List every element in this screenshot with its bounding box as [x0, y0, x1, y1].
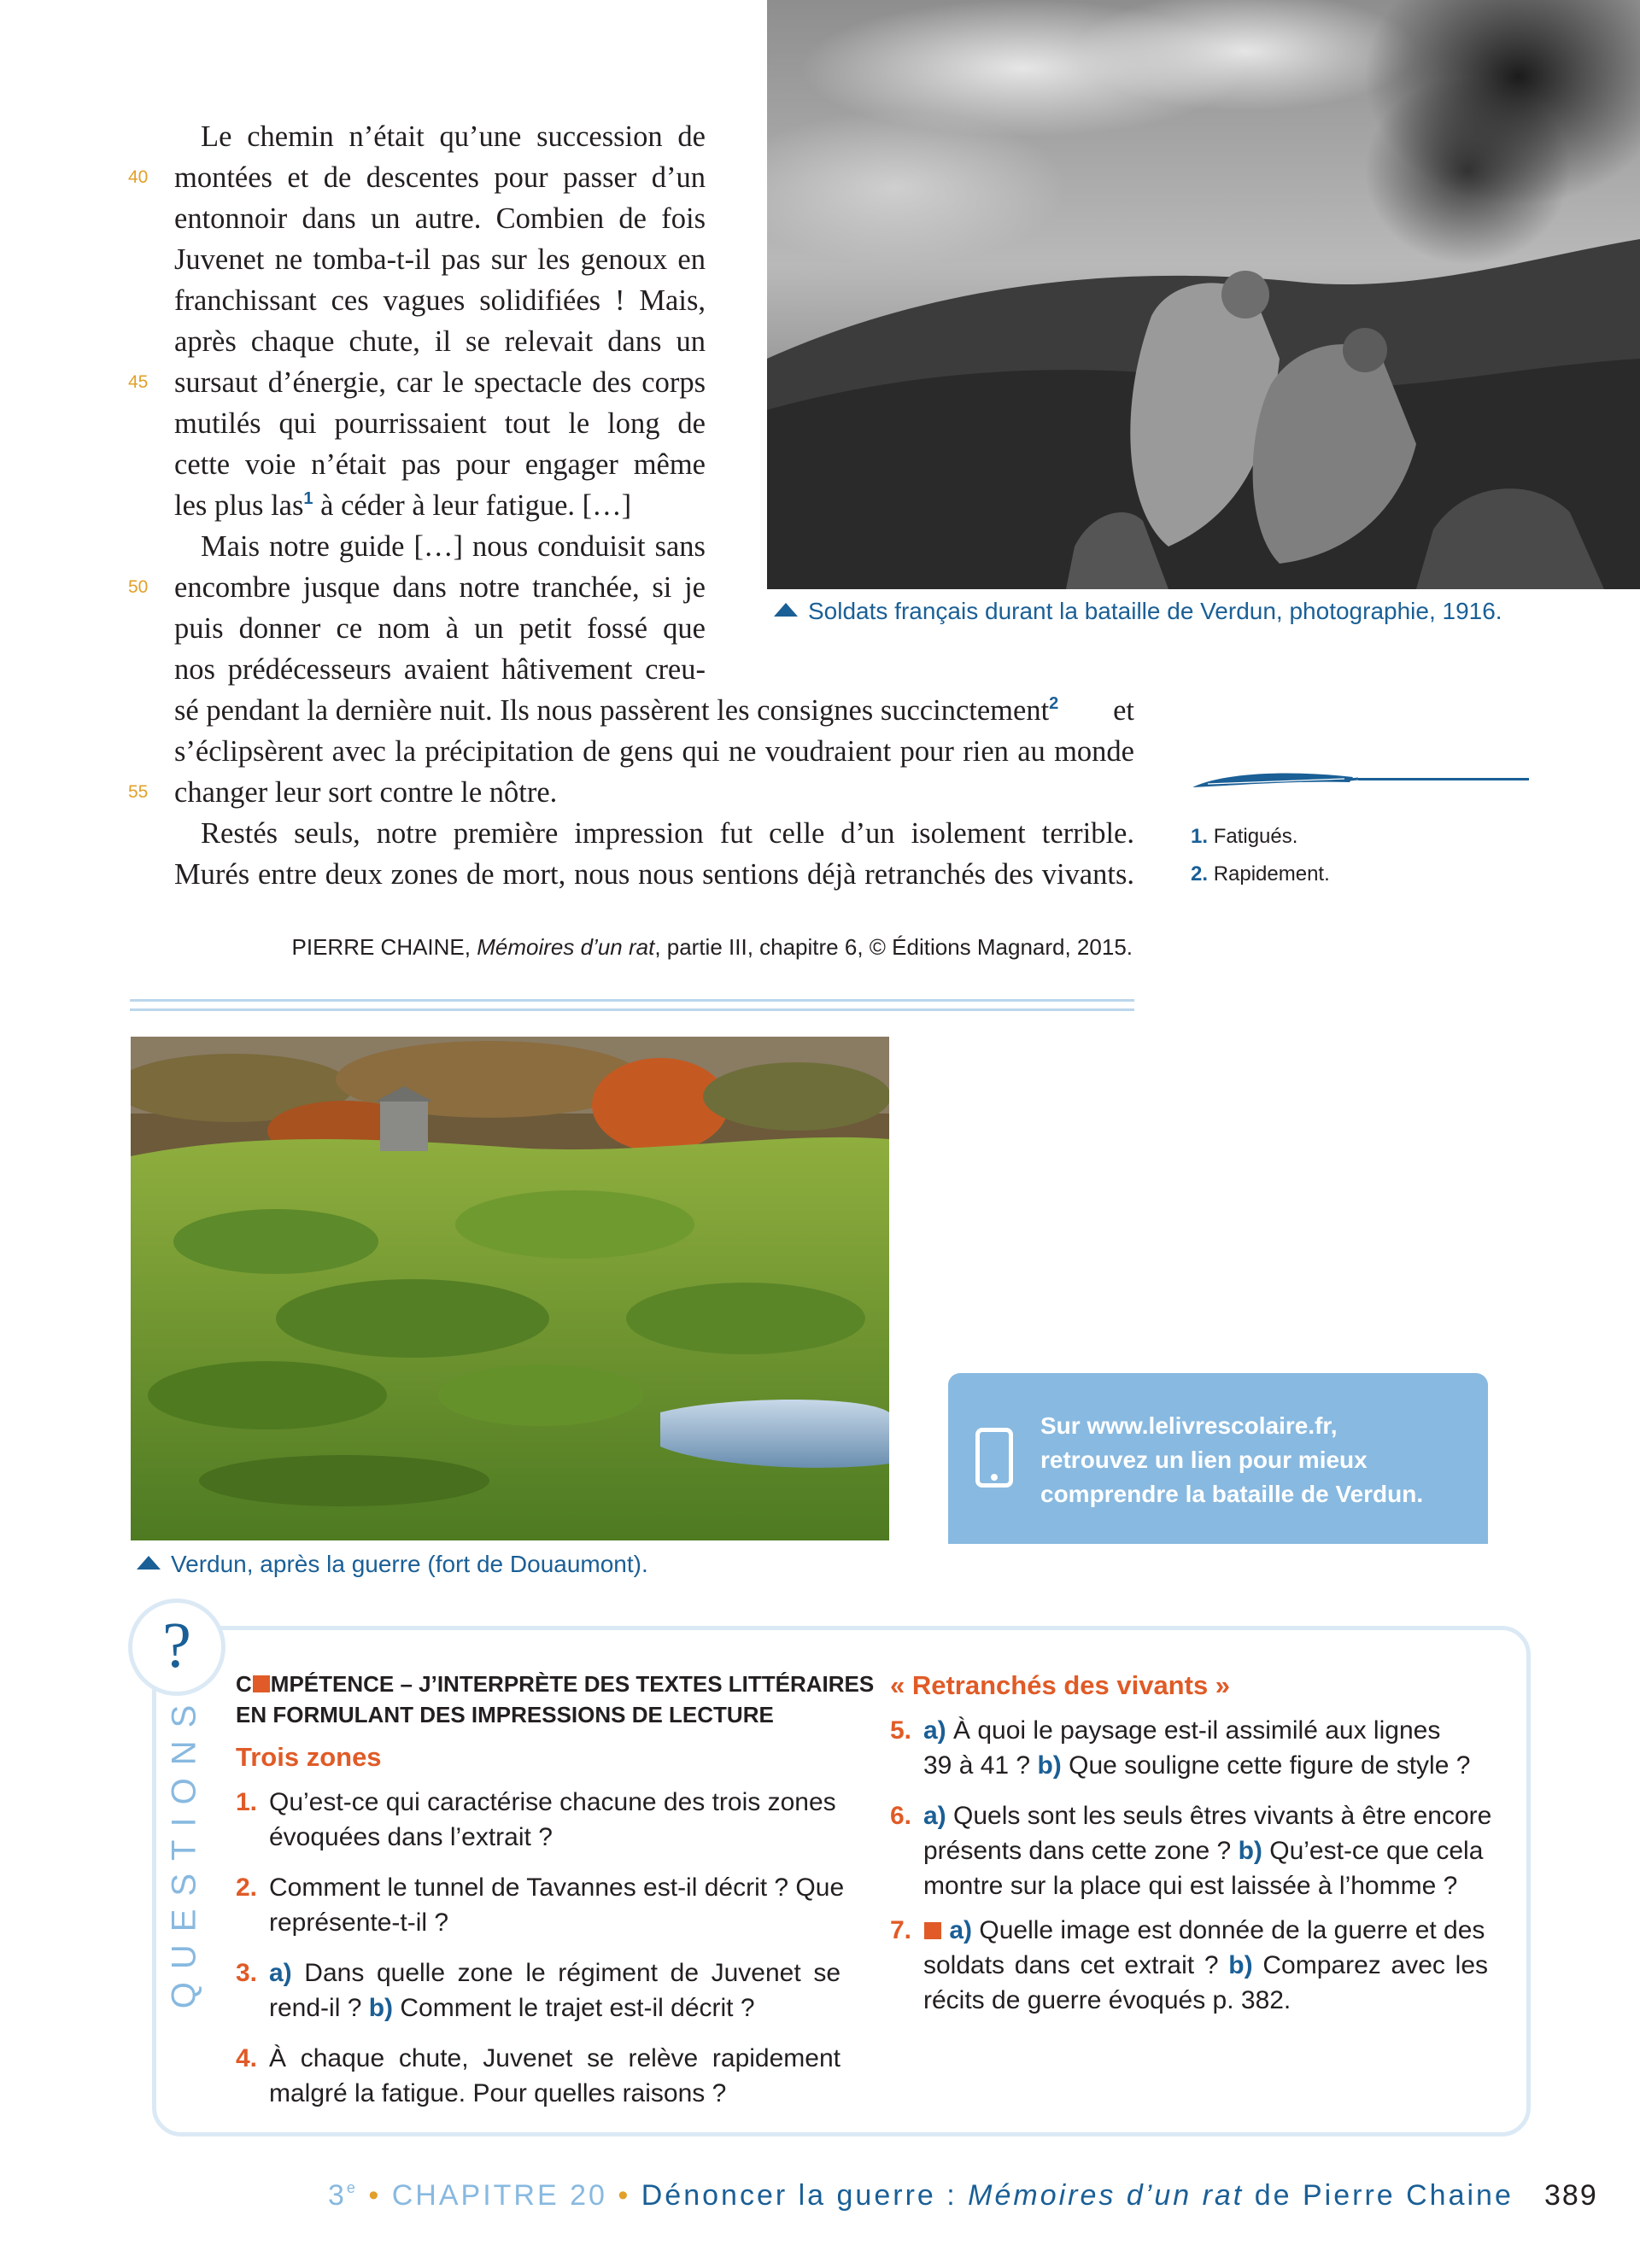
- question-4: 4. À chaque chute, Juvenet se relève rapidement malgré la fatigue. Pour quelles raisons ?: [236, 2044, 840, 2107]
- text-fragment: les plus las: [174, 489, 304, 522]
- orange-square-icon: [253, 1675, 270, 1692]
- web-line: Sur www.lelivrescolaire.fr,: [1040, 1412, 1338, 1439]
- web-line: comprendre la bataille de Verdun.: [1040, 1481, 1424, 1507]
- text-fragment: et: [1113, 694, 1134, 727]
- web-resource-text: [1040, 1409, 1423, 1511]
- tablet-icon: [975, 1428, 1013, 1488]
- caption-text: Verdun, après la guerre (fort de Douaumont).: [171, 1551, 648, 1577]
- footnote-2: 2. Rapidement.: [1191, 862, 1330, 886]
- section-divider: [130, 999, 1134, 1011]
- text-line: franchissant ces vagues solidifiées ! Mais,: [174, 284, 706, 317]
- caption-text: Soldats français durant la bataille de Verdun, photographie, 1916.: [808, 598, 1502, 624]
- note-ref-1[interactable]: 1: [303, 489, 313, 508]
- line-number: 40: [128, 167, 149, 187]
- text-fragment: sé pendant la dernière nuit. Ils nous passèrent les consignes succinctement$^2$: [174, 694, 1059, 727]
- text-line: cette voie n’était pas pour engager même: [174, 448, 706, 481]
- source-citation: PIERRE CHAINE, Mémoires d’un rat, partie III, chapitre 6, © Éditions Magnard, 2015.: [291, 934, 1133, 960]
- text-line: mutilés qui pourrissaient tout le long de: [174, 407, 706, 440]
- section-heading-trois-zones: Trois zones: [236, 1742, 382, 1772]
- page-number: 389: [1544, 2179, 1598, 2212]
- quill-icon: [1191, 769, 1532, 794]
- text-line: entonnoir dans un autre. Combien de fois: [174, 202, 706, 235]
- text-line: montées et de descentes pour passer d’un: [174, 161, 706, 194]
- questions-vertical-label: QUESTIONS: [165, 1692, 203, 2009]
- text-line: Restés seuls, notre première impression fut celle d’un isolement terrible.: [201, 817, 1134, 850]
- question-7: 7. a) Quelle image est donnée de la guerre et des soldats dans cet extrait ? b) Comparez avec les récits de guerre évoqués p. 382.: [890, 1916, 1488, 2014]
- line-number: 45: [128, 372, 149, 392]
- question-2: 2. Comment le tunnel de Tavannes est-il décrit ? Que représente-t-il ?: [236, 1873, 845, 1937]
- question-mark-icon: ?: [128, 1599, 226, 1696]
- text-fragment: à céder à leur fatigue. […]: [313, 489, 632, 522]
- photo-douaumont-landscape: [131, 1037, 889, 1540]
- text-line: sursaut d’énergie, car le spectacle des corps: [174, 366, 706, 399]
- web-resource-box[interactable]: [948, 1373, 1488, 1544]
- line-number: 50: [128, 577, 149, 597]
- photo-soldiers-caption: [774, 598, 1502, 625]
- caption-triangle-icon: [137, 1556, 161, 1569]
- line-number: 55: [128, 782, 149, 802]
- text-line: après chaque chute, il se relevait dans un: [174, 325, 706, 358]
- photo-soldiers-verdun: [767, 0, 1640, 589]
- note-ref-2[interactable]: 2: [1049, 694, 1059, 713]
- text-line: Mais notre guide […] nous conduisit sans: [201, 530, 706, 563]
- question-1: 1. Qu’est-ce qui caractérise chacune des trois zones évoquées dans l’extrait ?: [236, 1788, 836, 1851]
- text-line: Juvenet ne tomba-t-il pas sur les genoux en: [174, 243, 706, 276]
- footnote-1: 1. Fatigués.: [1191, 825, 1298, 848]
- text-line: Le chemin n’était qu’une succession de: [201, 120, 706, 153]
- text-line: Murés entre deux zones de mort, nous nous sentions déjà retranchés des vivants.: [174, 858, 1134, 891]
- text-line: nos prédécesseurs avaient hâtivement creu-: [174, 653, 706, 686]
- text-line: [174, 690, 1134, 731]
- section-heading-retranches: « Retranchés des vivants »: [890, 1670, 1231, 1700]
- question-5: 5. a) À quoi le paysage est-il assimilé aux lignes 39 à 41 ? b) Que souligne cette figure de style ?: [890, 1716, 1471, 1780]
- question-6: 6. a) Quels sont les seuls êtres vivants à être encore présents dans cette zone ? b) Qu’est-ce que cela montre sur la place qui est laissée à l’homme ?: [890, 1802, 1492, 1900]
- text-line: s’éclipsèrent avec la précipitation de gens qui ne voudraient pour rien au monde: [174, 735, 1134, 768]
- competence-heading: C MPÉTENCE – J’INTERPRÈTE DES TEXTES LITTÉRAIRES EN FORMULANT DES IMPRESSIONS DE LECTURE: [236, 1671, 875, 1727]
- text-line: puis donner ce nom à un petit fossé que: [174, 612, 706, 645]
- page-footer: 3e • CHAPITRE 20 • Dénoncer la guerre : Mémoires d’un rat de Pierre Chaine: [328, 2179, 1514, 2212]
- text-line: [174, 485, 631, 526]
- text-line: encombre jusque dans notre tranchée, si je: [174, 571, 706, 604]
- caption-triangle-icon: [774, 603, 798, 617]
- orange-square-icon: [924, 1922, 941, 1939]
- question-3: 3. a) Dans quelle zone le régiment de Juvenet se rend-il ? b) Comment le trajet est-il décrit ?: [236, 1959, 840, 2022]
- web-line: retrouvez un lien pour mieux: [1040, 1447, 1368, 1473]
- text-line: changer leur sort contre le nôtre.: [174, 776, 558, 809]
- photo-douaumont-caption: [137, 1551, 648, 1578]
